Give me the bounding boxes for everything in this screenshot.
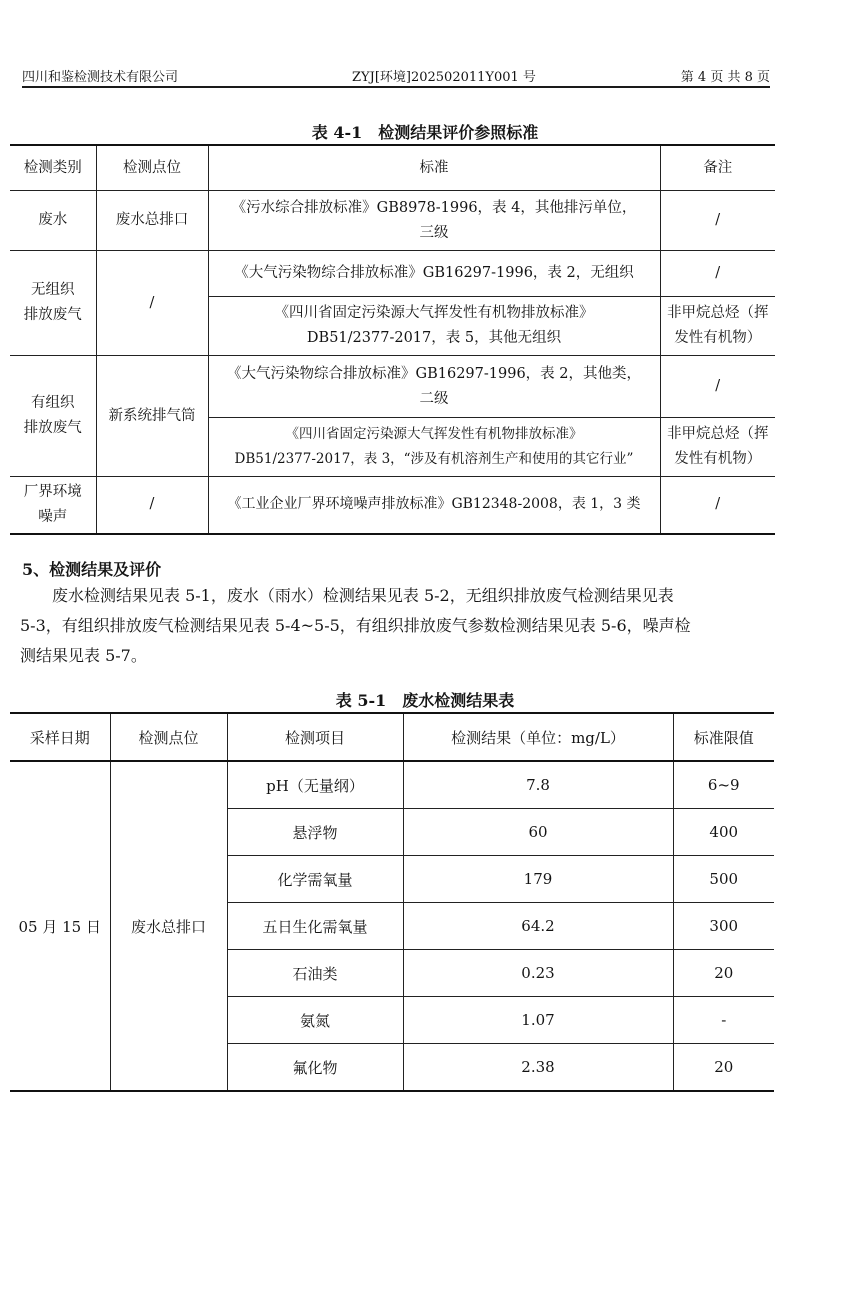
result-cell: 1.07 bbox=[403, 997, 673, 1044]
point-cell: 新系统排气筒 bbox=[96, 356, 208, 477]
paragraph-line: 废水检测结果见表 5-1，废水（雨水）检测结果见表 5-2，无组织排放废气检测结果见表 bbox=[20, 586, 674, 605]
item-cell: pH（无量纲） bbox=[227, 761, 403, 809]
table-row bbox=[10, 356, 775, 418]
limit-cell: 20 bbox=[673, 950, 774, 997]
table-header-row bbox=[10, 713, 774, 761]
point-cell: / bbox=[96, 251, 208, 356]
item-cell: 石油类 bbox=[227, 950, 403, 997]
table-4-1-caption: 表 4-1 检测结果评价参照标准 bbox=[311, 123, 539, 142]
table-row bbox=[10, 761, 774, 809]
paragraph-line: 5-3，有组织排放废气检测结果见表 5-4~5-5，有组织排放废气参数检测结果见表 5-6，噪声检 bbox=[20, 616, 691, 635]
category-cell: 有组织 排放废气 bbox=[10, 356, 96, 477]
standard-cell: 《工业企业厂界环境噪声排放标准》GB12348-2008，表 1，3 类 bbox=[208, 477, 660, 534]
standard-cell: 《四川省固定污染源大气挥发性有机物排放标准》 DB51/2377-2017，表 5，其他无组织 bbox=[208, 297, 660, 356]
standard-cell: 《污水综合排放标准》GB8978-1996，表 4，其他排污单位， 三级 bbox=[208, 191, 660, 251]
header-cell: 采样日期 bbox=[10, 713, 110, 761]
point-cell: / bbox=[96, 477, 208, 534]
standard-cell: 《四川省固定污染源大气挥发性有机物排放标准》 DB51/2377-2017，表 3，“涉及有机溶剂生产和使用的其它行业” bbox=[208, 418, 660, 477]
document-number: ZYJ[环境]202502011Y001 号 bbox=[352, 70, 536, 85]
standard-cell: 《大气污染物综合排放标准》GB16297-1996，表 2，无组织 bbox=[208, 251, 660, 297]
category-cell: 废水 bbox=[10, 191, 96, 251]
page-number: 第 4 页 共 8 页 bbox=[680, 70, 770, 85]
category-cell: 无组织 排放废气 bbox=[10, 251, 96, 356]
section-title: 5、检测结果及评价 bbox=[22, 560, 162, 579]
table-row bbox=[10, 477, 775, 534]
note-cell: / bbox=[660, 251, 775, 297]
item-cell: 氟化物 bbox=[227, 1044, 403, 1092]
result-cell: 60 bbox=[403, 809, 673, 856]
result-cell: 7.8 bbox=[403, 761, 673, 809]
item-cell: 悬浮物 bbox=[227, 809, 403, 856]
point-cell: 废水总排口 bbox=[110, 761, 227, 1091]
header-cell: 标准 bbox=[208, 145, 660, 191]
table-row bbox=[10, 191, 775, 251]
standards-table bbox=[10, 144, 775, 535]
result-cell: 179 bbox=[403, 856, 673, 903]
sampling-date-cell: 05 月 15 日 bbox=[10, 761, 110, 1091]
header-cell: 标准限值 bbox=[673, 713, 774, 761]
item-cell: 氨氮 bbox=[227, 997, 403, 1044]
note-cell: 非甲烷总烃（挥 发性有机物） bbox=[660, 418, 775, 477]
item-cell: 五日生化需氧量 bbox=[227, 903, 403, 950]
category-cell: 厂界环境 噪声 bbox=[10, 477, 96, 534]
header-cell: 检测点位 bbox=[110, 713, 227, 761]
header-cell: 检测类别 bbox=[10, 145, 96, 191]
limit-cell: 400 bbox=[673, 809, 774, 856]
result-cell: 64.2 bbox=[403, 903, 673, 950]
section-paragraph bbox=[20, 581, 772, 671]
header-cell: 检测结果（单位：mg/L） bbox=[403, 713, 673, 761]
note-cell: 非甲烷总烃（挥 发性有机物） bbox=[660, 297, 775, 356]
header-cell: 检测点位 bbox=[96, 145, 208, 191]
limit-cell: 20 bbox=[673, 1044, 774, 1092]
point-cell: 废水总排口 bbox=[96, 191, 208, 251]
result-cell: 0.23 bbox=[403, 950, 673, 997]
header-cell: 备注 bbox=[660, 145, 775, 191]
note-cell: / bbox=[660, 477, 775, 534]
limit-cell: 6~9 bbox=[673, 761, 774, 809]
note-cell: / bbox=[660, 191, 775, 251]
note-cell: / bbox=[660, 356, 775, 418]
header-cell: 检测项目 bbox=[227, 713, 403, 761]
item-cell: 化学需氧量 bbox=[227, 856, 403, 903]
company-name: 四川和鉴检测技术有限公司 bbox=[22, 70, 179, 85]
result-cell: 2.38 bbox=[403, 1044, 673, 1092]
limit-cell: 500 bbox=[673, 856, 774, 903]
page-header bbox=[22, 62, 770, 88]
table-row bbox=[10, 251, 775, 297]
table-5-1-caption: 表 5-1 废水检测结果表 bbox=[335, 691, 515, 710]
limit-cell: 300 bbox=[673, 903, 774, 950]
paragraph-line: 测结果见表 5-7。 bbox=[20, 646, 147, 665]
limit-cell: - bbox=[673, 997, 774, 1044]
wastewater-results-table bbox=[10, 712, 774, 1092]
table-header-row bbox=[10, 145, 775, 191]
standard-cell: 《大气污染物综合排放标准》GB16297-1996，表 2，其他类， 二级 bbox=[208, 356, 660, 418]
